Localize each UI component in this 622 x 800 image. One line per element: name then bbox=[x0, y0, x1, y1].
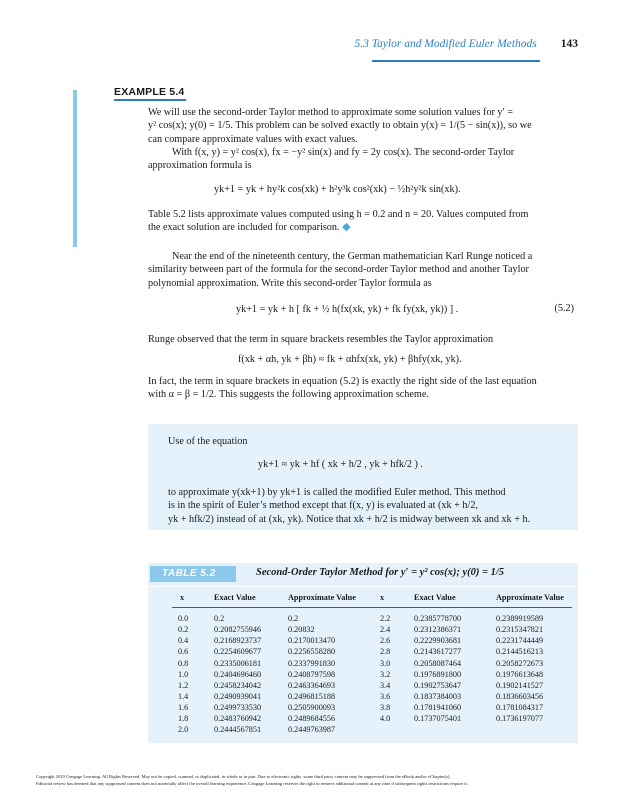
table-cell: 0.6 bbox=[178, 647, 189, 657]
table-cell: 0.2505900093 bbox=[288, 703, 336, 713]
table-cell: 0.0 bbox=[178, 614, 189, 623]
running-header bbox=[354, 38, 578, 50]
table-cell: 3.2 bbox=[380, 669, 391, 679]
table-cell: 0.2 bbox=[288, 614, 299, 623]
table-separator bbox=[148, 586, 578, 587]
taylor-approx-equation: f(xk + αh, yk + βh) ≈ fk + αhfx(xk, yk) + βhfy(xk, yk). bbox=[238, 354, 462, 365]
table-cell: 1.6 bbox=[178, 703, 189, 713]
copyright-line-2: Editorial review has deemed that any suppressed content does not materially affect the overall learning experience. Cengage Learning reserves the right to remove additional content at any time if subsequent rights restrictions require it. bbox=[36, 781, 468, 786]
table-cell: 0.1781084317 bbox=[496, 703, 544, 713]
table-cell: 0.2312386371 bbox=[414, 625, 462, 635]
modified-euler-equation: yk+1 ≈ yk + hf ( xk + h/2 , yk + hfk/2 ) . bbox=[258, 459, 423, 470]
equation-5-2: yk+1 = yk + h [ fk + ½ h(fx(xk, yk) + fk fy(xk, yk)) ] . bbox=[236, 304, 459, 315]
column-left-x bbox=[178, 613, 188, 736]
table-cell: 4.0 bbox=[380, 714, 391, 724]
example-with-paragraph: With f(x, y) = y² cos(x), fx = −y² sin(x) and fy = 2y cos(x). The second-order Taylor approximation formula is bbox=[148, 147, 515, 172]
table-cell: 2.4 bbox=[380, 625, 391, 635]
table-cell: 0.1737075401 bbox=[414, 714, 462, 724]
table-cell: 0.1902141527 bbox=[496, 680, 544, 690]
table-cell: 3.0 bbox=[380, 658, 391, 668]
table-header-x-right: x bbox=[380, 593, 385, 602]
table-reference-paragraph: Table 5.2 lists approximate values computed using h = 0.2 and n = 20. Values computed from the exact solution are included for comparison. ◆ bbox=[148, 209, 529, 234]
table-cell: 0.2168923737 bbox=[214, 636, 262, 646]
table-header-exact-right: Exact Value bbox=[414, 593, 456, 602]
table-cell: 0.2144516213 bbox=[496, 647, 544, 657]
table-cell: 0.2058272673 bbox=[496, 658, 544, 668]
table-cell: 3.4 bbox=[380, 680, 391, 690]
table-cell: 0.2389919589 bbox=[496, 614, 544, 623]
header-rule bbox=[372, 60, 540, 62]
runge-observed: Runge observed that the term in square brackets resembles the Taylor approximation bbox=[148, 334, 494, 345]
table-cell: 0.2256558280 bbox=[288, 647, 336, 657]
table-cell: 0.2335006181 bbox=[214, 658, 262, 668]
column-right-x bbox=[380, 613, 390, 724]
table-cell: 0.1836603456 bbox=[496, 691, 544, 701]
table-cell: 0.4 bbox=[178, 636, 189, 646]
table-cell: 0.1976891800 bbox=[414, 669, 462, 679]
definition-lead: Use of the equation bbox=[168, 436, 248, 447]
table-cell: 0.2 bbox=[214, 614, 225, 623]
table-cell: 0.2231744449 bbox=[496, 636, 544, 646]
table-cell: 0.1902753647 bbox=[414, 680, 462, 690]
table-cell: 3.6 bbox=[380, 691, 391, 701]
runge-fact-paragraph: In fact, the term in square brackets in equation (5.2) is exactly the right side of the last equation with α = β = 1/2. This suggests the following approximation scheme. bbox=[148, 376, 537, 401]
table-cell: 0.2458234042 bbox=[214, 680, 262, 690]
table-cell: 0.2082755946 bbox=[214, 625, 262, 635]
column-right-approx bbox=[496, 613, 543, 724]
table-cell: 0.1781941060 bbox=[414, 703, 462, 713]
table-cell: 1.2 bbox=[178, 680, 189, 690]
table-cell: 0.2 bbox=[178, 625, 189, 635]
column-right-exact bbox=[414, 613, 461, 724]
table-cell: 0.2229903681 bbox=[414, 636, 462, 646]
table-header-x-left: x bbox=[180, 593, 185, 602]
table-cell: 3.8 bbox=[380, 703, 391, 713]
table-cell: 0.2408797598 bbox=[288, 669, 336, 679]
example-rule bbox=[114, 99, 186, 101]
table-cell: 2.6 bbox=[380, 636, 391, 646]
table-cell: 0.2463364693 bbox=[288, 680, 336, 690]
table-cell: 0.2143617277 bbox=[414, 647, 462, 657]
column-left-exact bbox=[214, 613, 261, 736]
page-number: 143 bbox=[560, 38, 578, 50]
section-title: 5.3 Taylor and Modified Euler Methods bbox=[354, 38, 537, 50]
table-cell: 0.2499733530 bbox=[214, 703, 262, 713]
table-cell: 1.8 bbox=[178, 714, 189, 724]
copyright-line-1: Copyright 2010 Cengage Learning. All Rights Reserved. May not be copied, scanned, or duplicated, in whole or in part. Due to electronic rights, some third party content may be suppressed from the eBook and/or eChapter(s). bbox=[36, 774, 451, 779]
table-cell: 0.2496815188 bbox=[288, 691, 336, 701]
table-header-approx-left: Approximate Value bbox=[288, 593, 356, 602]
table-header-exact-left: Exact Value bbox=[214, 593, 256, 602]
column-left-approx bbox=[288, 613, 335, 736]
table-cell: 0.2483760942 bbox=[214, 714, 262, 724]
table-cell: 0.2444567851 bbox=[214, 725, 262, 735]
table-cell: 0.2449763987 bbox=[288, 725, 336, 735]
equation-number: (5.2) bbox=[554, 303, 574, 314]
table-cell: 2.2 bbox=[380, 614, 391, 623]
end-of-example-icon: ◆ bbox=[342, 221, 351, 234]
table-cell: 0.1837384003 bbox=[414, 691, 462, 701]
table-cell: 2.0 bbox=[178, 725, 189, 735]
table-cell: 1.0 bbox=[178, 669, 189, 679]
table-cell: 0.2315347821 bbox=[496, 625, 544, 635]
table-cell: 0.2489684556 bbox=[288, 714, 336, 724]
definition-body: to approximate y(xk+1) by yk+1 is called the modified Euler method. This method is in the spirit of Euler’s method except that f(x, y) is evaluated at (xk + h/2, yk + hfk/2) instead of at (xk, yk). Notice that xk + h/2 is midway between xk and xk + h. bbox=[168, 487, 531, 525]
table-header-rule bbox=[172, 607, 572, 608]
taylor-formula: yk+1 = yk + hy²k cos(xk) + h²y³k cos²(xk) − ½h²y²k sin(xk). bbox=[214, 184, 461, 195]
runge-paragraph: Near the end of the nineteenth century, the German mathematician Karl Runge noticed a similarity between part of the formula for the second-order Taylor method and another Taylor polynomial approximation. Write this second-order Taylor formula as bbox=[148, 251, 533, 289]
table-cell: 0.8 bbox=[178, 658, 189, 668]
example-label: EXAMPLE 5.4 bbox=[114, 86, 185, 98]
table-cell: 0.20832 bbox=[288, 625, 315, 635]
table-cell: 0.2337991830 bbox=[288, 658, 336, 668]
table-cell: 0.2404696460 bbox=[214, 669, 262, 679]
table-cell: 0.2170013470 bbox=[288, 636, 336, 646]
table-cell: 0.2385778700 bbox=[414, 614, 462, 623]
table-cell: 0.1976613648 bbox=[496, 669, 544, 679]
table-cell: 0.2490939041 bbox=[214, 691, 262, 701]
table-cell: 1.4 bbox=[178, 691, 189, 701]
table-cell: 0.2058087464 bbox=[414, 658, 462, 668]
example-intro: We will use the second-order Taylor method to approximate some solution values for y′ = y² cos(x); y(0) = 1/5. This problem can be solved exactly to obtain y(x) = 1/(5 − sin(x)), so we can compare approximate values with exact values. bbox=[148, 107, 532, 145]
table-cell: 2.8 bbox=[380, 647, 391, 657]
table-cell: 0.1736197077 bbox=[496, 714, 544, 724]
example-side-bar bbox=[73, 90, 77, 247]
table-header-approx-right: Approximate Value bbox=[496, 593, 564, 602]
table-cell: 0.2254609677 bbox=[214, 647, 262, 657]
table-tag: TABLE 5.2 bbox=[150, 566, 236, 582]
table-title: Second-Order Taylor Method for y′ = y² cos(x); y(0) = 1/5 bbox=[256, 567, 505, 578]
